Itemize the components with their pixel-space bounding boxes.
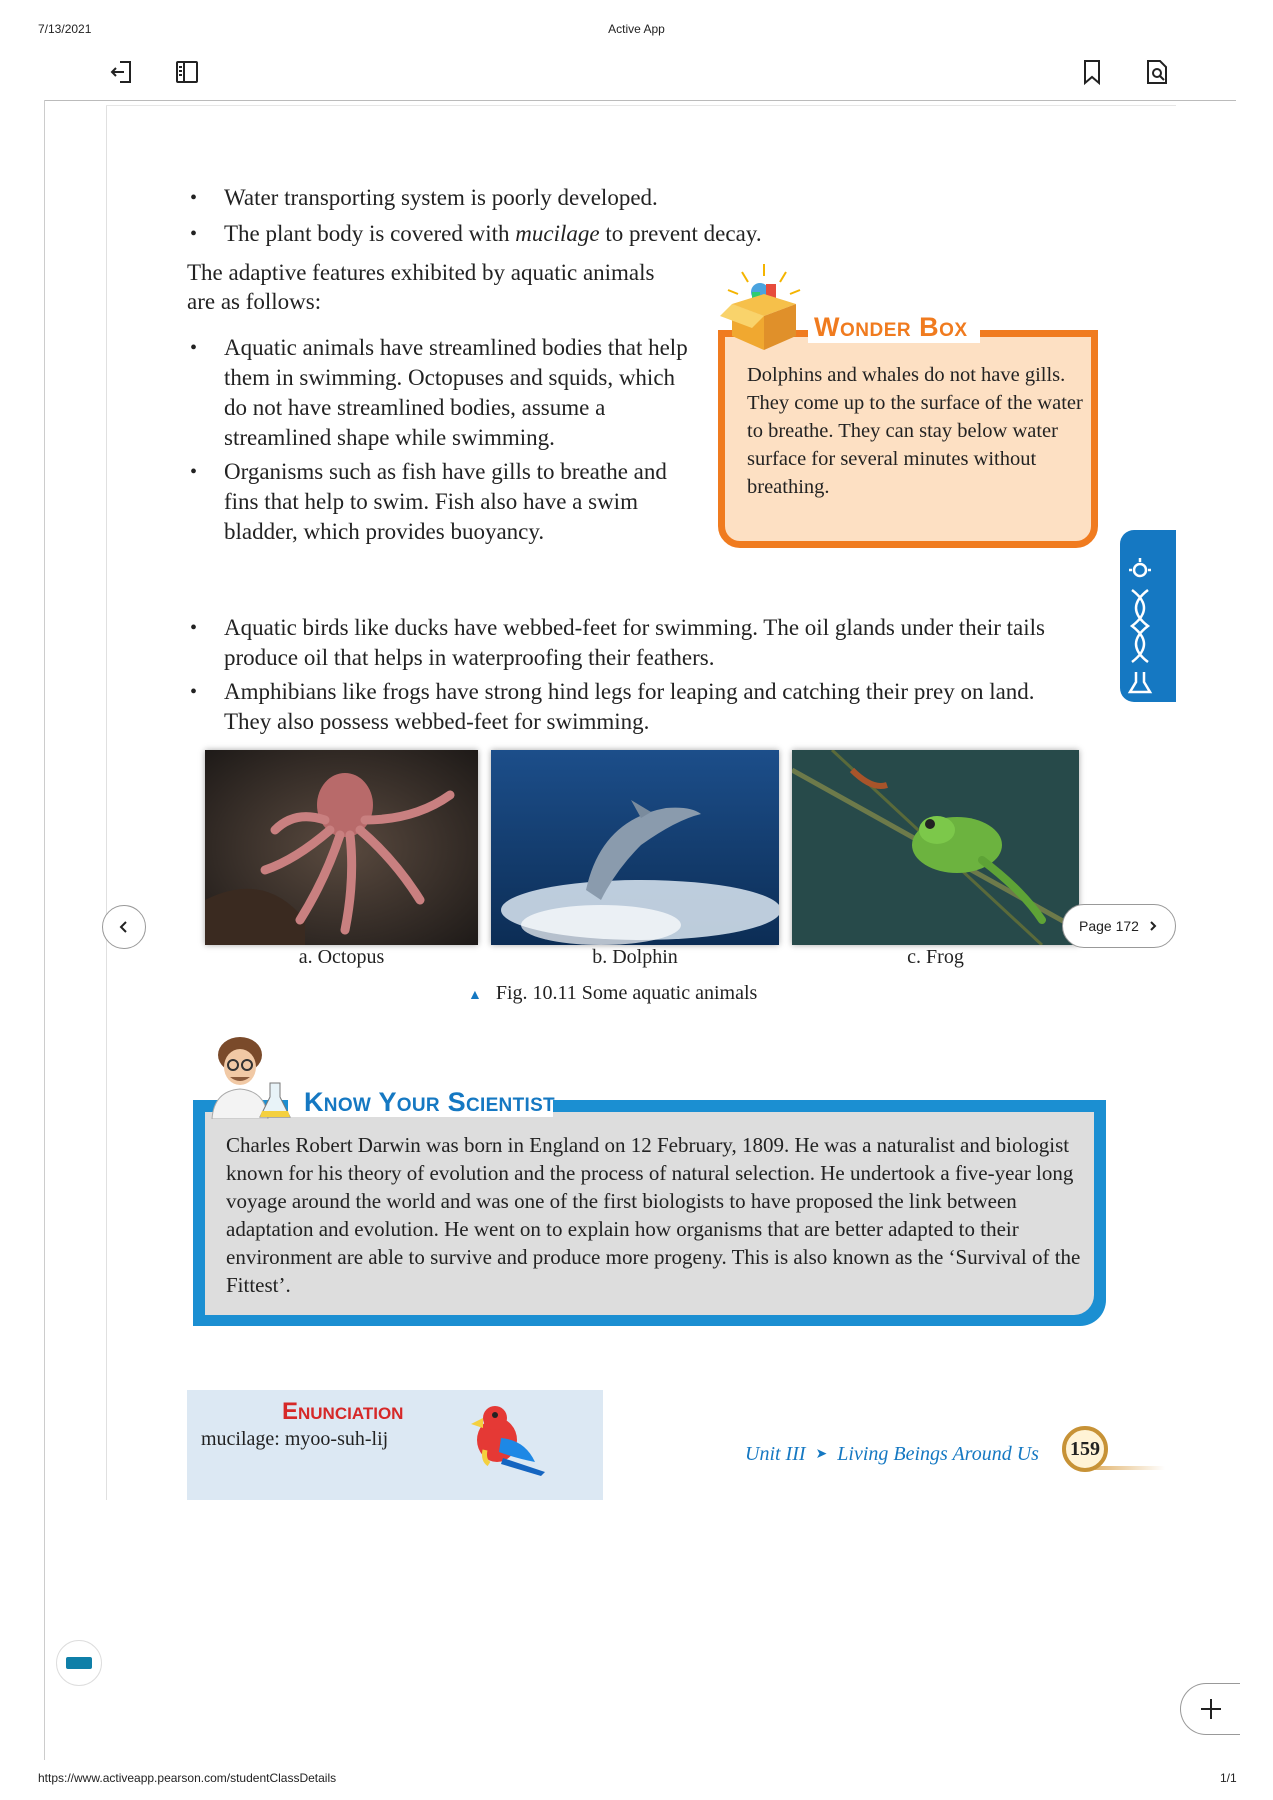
figure-title-text: Fig. 10.11 Some aquatic animals — [495, 982, 758, 1004]
dolphin-photo — [491, 750, 779, 945]
next-page-button[interactable] — [1062, 904, 1176, 948]
list-item: • Aquatic animals have streamlined bodies that help them in swimming. Octopuses and squids, which do not have streamlined bodies, assume a streamlined shape while swimming. — [188, 333, 703, 453]
plus-icon — [1199, 1697, 1223, 1721]
toolbar-divider — [44, 100, 1236, 101]
adaptations-list-cont — [188, 613, 1068, 737]
italic-term: mucilage — [515, 221, 600, 246]
list-item: • Aquatic birds like ducks have webbed-feet for swimming. The oil glands under their tails produce oil that helps in waterproofing their feathers. — [188, 613, 1068, 673]
previous-page-button[interactable] — [102, 905, 146, 949]
scientist-avatar-icon — [198, 1033, 298, 1119]
frame-left-line — [44, 100, 45, 1760]
chevron-left-icon — [117, 920, 131, 934]
print-page-count: 1/1 — [1220, 1771, 1237, 1785]
enunciation-box — [187, 1390, 603, 1500]
wonder-box-text: Dolphins and whales do not have gills. They come up to the surface of the water to breathe. They can stay below water surface for several minutes without breathing. — [747, 364, 1083, 498]
exit-icon[interactable] — [105, 55, 139, 89]
side-resource-tab[interactable] — [1120, 530, 1176, 702]
wonder-box-gift-icon — [714, 262, 814, 352]
list-item-text: to prevent decay. — [599, 221, 762, 246]
octopus-photo — [205, 750, 478, 945]
list-item: • Organisms such as fish have gills to breathe and fins that help to swim. Fish also have a swim bladder, which provides buoyancy. — [188, 457, 703, 547]
caption-dolphin: b. Dolphin — [592, 946, 678, 968]
search-page-icon[interactable] — [1140, 55, 1174, 89]
list-item-text: The plant body is covered with — [224, 221, 516, 246]
add-button[interactable] — [1180, 1683, 1240, 1735]
chapter-label: Living Beings Around Us — [837, 1443, 1039, 1465]
list-item — [188, 216, 1088, 252]
enunciation-title: Enunciation — [282, 1398, 404, 1425]
adaptations-list — [188, 333, 703, 547]
page-number-streak — [1095, 1466, 1165, 1470]
toc-panel-icon[interactable] — [170, 55, 204, 89]
print-url: https://www.activeapp.pearson.com/studentClassDetails — [38, 1771, 337, 1785]
list-item-text: Water transporting system is poorly developed. — [224, 185, 658, 210]
wonder-box-title: Wonder Box — [808, 312, 980, 343]
print-date: 7/13/2021 — [38, 22, 92, 36]
scientist-box — [205, 1112, 1094, 1315]
wonder-box — [718, 330, 1098, 548]
book-footer — [745, 1443, 1039, 1466]
plant-features-list — [188, 180, 1088, 252]
scientist-title: Know Your Scientist — [304, 1087, 555, 1117]
chevron-right-icon: ➤ — [815, 1447, 828, 1462]
bookmark-icon[interactable] — [1075, 55, 1109, 89]
notes-icon — [66, 1657, 92, 1669]
scientist-text: Charles Robert Darwin was born in England on 12 February, 1809. He was a naturalist and biologist known for his theory of evolution and the process of natural selection. He undertook a five-year long voyage around the world and was one of the first biologists to have proposed the link between adaptation and evolution. He went on to explain how organisms that are better adapted to their environment are able to survive and produce more progeny. This is also known as the ‘Survival of the Fittest’. — [226, 1133, 1081, 1297]
figure-title — [468, 982, 757, 1005]
enunciation-text: mucilage: myoo-suh-lij — [201, 1428, 389, 1450]
list-item — [188, 180, 1088, 216]
page-top-edge — [106, 105, 1176, 106]
unit-label: Unit III — [745, 1443, 806, 1465]
notes-button[interactable] — [56, 1640, 102, 1686]
page-left-edge — [106, 105, 107, 1500]
frog-photo — [792, 750, 1079, 945]
print-title: Active App — [608, 22, 665, 36]
dna-icon — [1120, 530, 1176, 702]
caption-frog: c. Frog — [907, 946, 964, 968]
parrot-icon — [455, 1400, 555, 1480]
intro-paragraph: The adaptive features exhibited by aquatic animals are as follows: — [187, 260, 655, 314]
page-number-badge: 159 — [1062, 1426, 1108, 1472]
triangle-icon: ▲ — [468, 985, 482, 1002]
next-page-label: Page 172 — [1079, 918, 1139, 934]
caption-octopus: a. Octopus — [298, 946, 385, 968]
list-item: • Amphibians like frogs have strong hind legs for leaping and catching their prey on land. They also possess webbed-feet for swimming. — [188, 677, 1068, 737]
chevron-right-icon — [1147, 920, 1159, 932]
